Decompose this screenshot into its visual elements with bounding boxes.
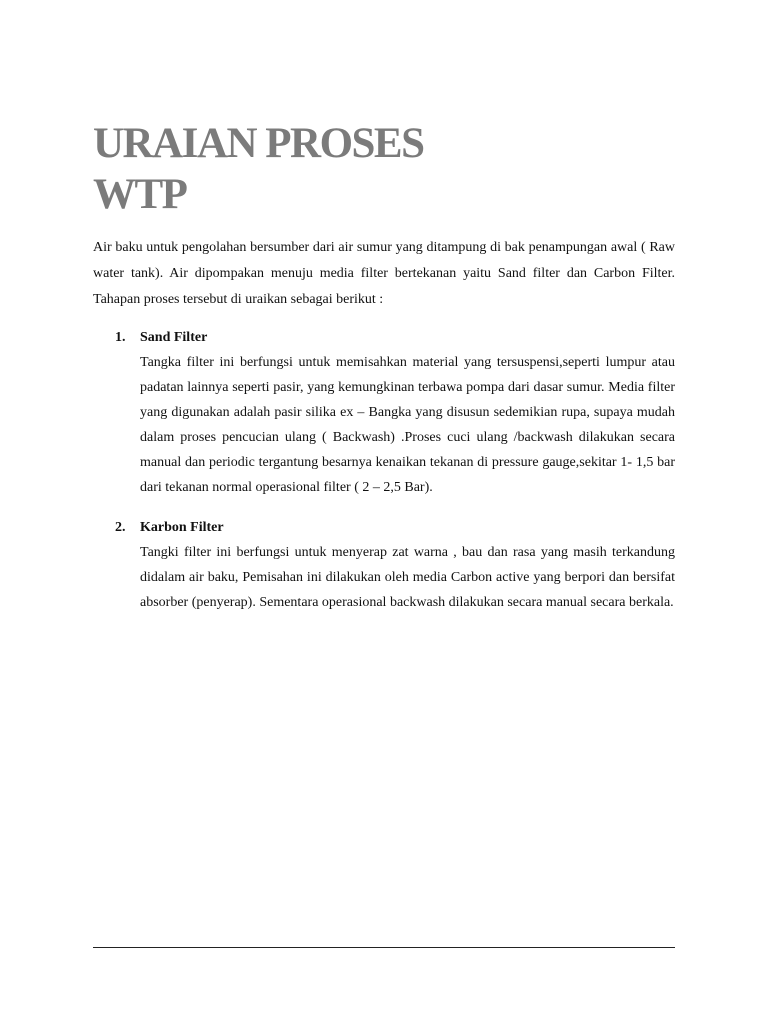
- title-line-1: URAIAN PROSES: [93, 120, 424, 167]
- list-item-heading: [93, 516, 675, 540]
- footer-divider: [93, 947, 675, 948]
- list-item-heading: [93, 326, 675, 350]
- list-item-number: 2.: [115, 520, 126, 535]
- list-item-body: Tangka filter ini berfungsi untuk memisahkan material yang tersuspensi,seperti lumpur atau padatan lainnya seperti pasir, yang kemungkinan terbawa pompa dari dasar sumur. Media filter yang digunakan adalah pasir silika ex – Bangka yang disusun sedemikian rupa, supaya mudah dalam proses pencucian ulang ( Backwash) .Proses cuci ulang /backwash dilakukan secara manual dan periodic tergantung besarnya kenaikan tekanan di pressure gauge,sekitar 1- 1,5 bar dari tekanan normal operasional filter ( 2 – 2,5 Bar).: [140, 355, 675, 495]
- list-item-heading-text: Karbon Filter: [140, 520, 224, 535]
- list-item-sand-filter: [93, 326, 675, 500]
- title-line-2: WTP: [93, 171, 187, 218]
- list-item-heading-text: Sand Filter: [140, 330, 208, 345]
- list-item-body: Tangki filter ini berfungsi untuk menyerap zat warna , bau dan rasa yang masih terkandung didalam air baku, Pemisahan ini dilakukan oleh media Carbon active yang berpori dan bersifat absorber (penyerap). Sementara operasional backwash dilakukan secara manual secara berkala.: [140, 545, 675, 610]
- intro-paragraph: Air baku untuk pengolahan bersumber dari air sumur yang ditampung di bak penampungan awal ( Raw water tank). Air dipompakan menuju media filter bertekanan yaitu Sand filter dan Carbon Filter. Tahapan proses tersebut di uraikan sebagai berikut :: [93, 240, 675, 307]
- list-item-karbon-filter: [93, 516, 675, 615]
- list-item-number: 1.: [115, 330, 126, 345]
- page-title: [93, 118, 653, 220]
